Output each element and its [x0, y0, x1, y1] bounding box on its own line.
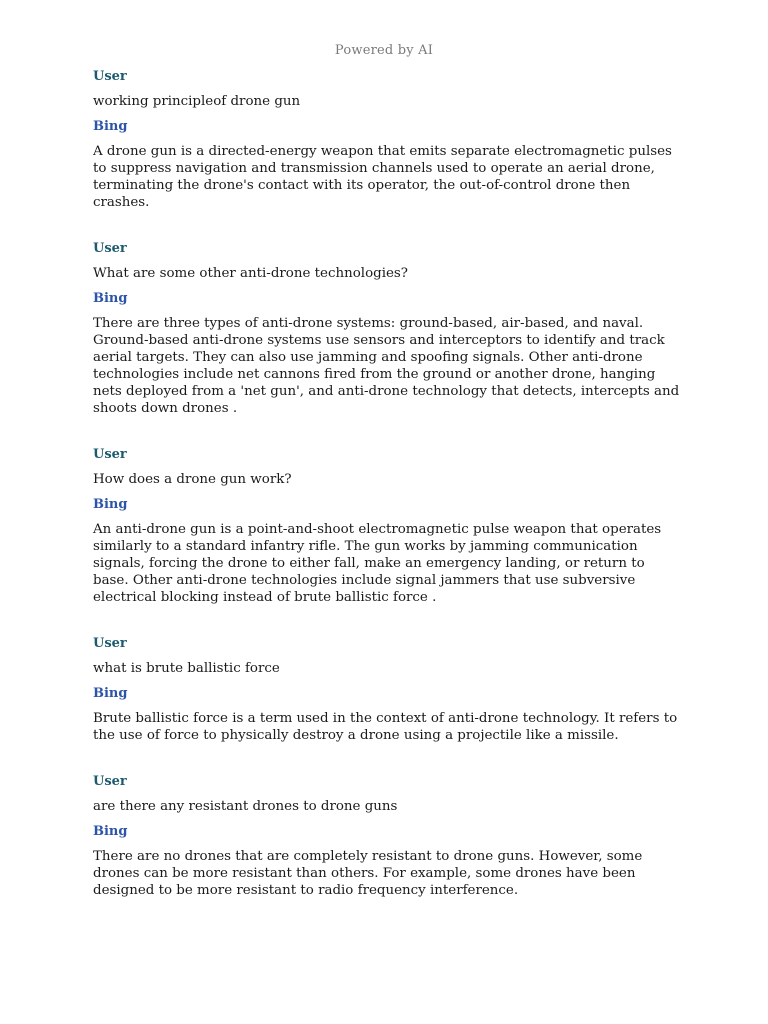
- user-message: How does a drone gun work?: [93, 472, 292, 487]
- user-message: What are some other anti-drone technologies?: [93, 266, 408, 281]
- chat-transcript: [93, 68, 683, 928]
- user-label: User: [93, 447, 127, 462]
- user-label: User: [93, 69, 127, 84]
- user-label: User: [93, 636, 127, 651]
- bing-label: Bing: [93, 291, 128, 306]
- chat-turn: [93, 773, 683, 899]
- user-label: User: [93, 774, 127, 789]
- bing-reply: Brute ballistic force is a term used in the context of anti-drone technology. It refers to the use of force to physically destroy a drone using a projectile like a missile.: [93, 711, 678, 743]
- chat-turn: [93, 446, 683, 606]
- bing-label: Bing: [93, 119, 128, 134]
- page-header: Powered by AI: [334, 43, 434, 58]
- chat-turn: [93, 68, 683, 211]
- bing-reply: A drone gun is a directed-energy weapon that emits separate electromagnetic pulses to suppress navigation and transmission channels used to operate an aerial drone, terminating the drone's contact with its operator, the out-of-control drone then crashes.: [93, 144, 672, 210]
- bing-label: Bing: [93, 824, 128, 839]
- user-message: working principleof drone gun: [93, 94, 301, 109]
- bing-label: Bing: [93, 686, 128, 701]
- user-message: what is brute ballistic force: [93, 661, 280, 676]
- bing-reply: There are three types of anti-drone systems: ground-based, air-based, and naval. Ground-based anti-drone systems use sensors and interceptors to identify and track aerial targets. They can also use jamming and spoofing signals. Other anti-drone technologies include net cannons fired from the ground or another drone, hanging nets deployed from a 'net gun', and anti-drone technology that detects, intercepts and shoots down drones .: [93, 316, 680, 416]
- user-message: are there any resistant drones to drone guns: [93, 799, 398, 814]
- bing-reply: There are no drones that are completely resistant to drone guns. However, some drones can be more resistant than others. For example, some drones have been designed to be more resistant to radio frequency interference.: [93, 849, 643, 898]
- chat-turn: [93, 240, 683, 417]
- user-label: User: [93, 241, 127, 256]
- chat-turn: [93, 635, 683, 744]
- bing-reply: An anti-drone gun is a point-and-shoot electromagnetic pulse weapon that operates similarly to a standard infantry rifle. The gun works by jamming communication signals, forcing the drone to either fall, make an emergency landing, or return to base. Other anti-drone technologies include signal jammers that use subversive electrical blocking instead of brute ballistic force .: [93, 522, 662, 605]
- bing-label: Bing: [93, 497, 128, 512]
